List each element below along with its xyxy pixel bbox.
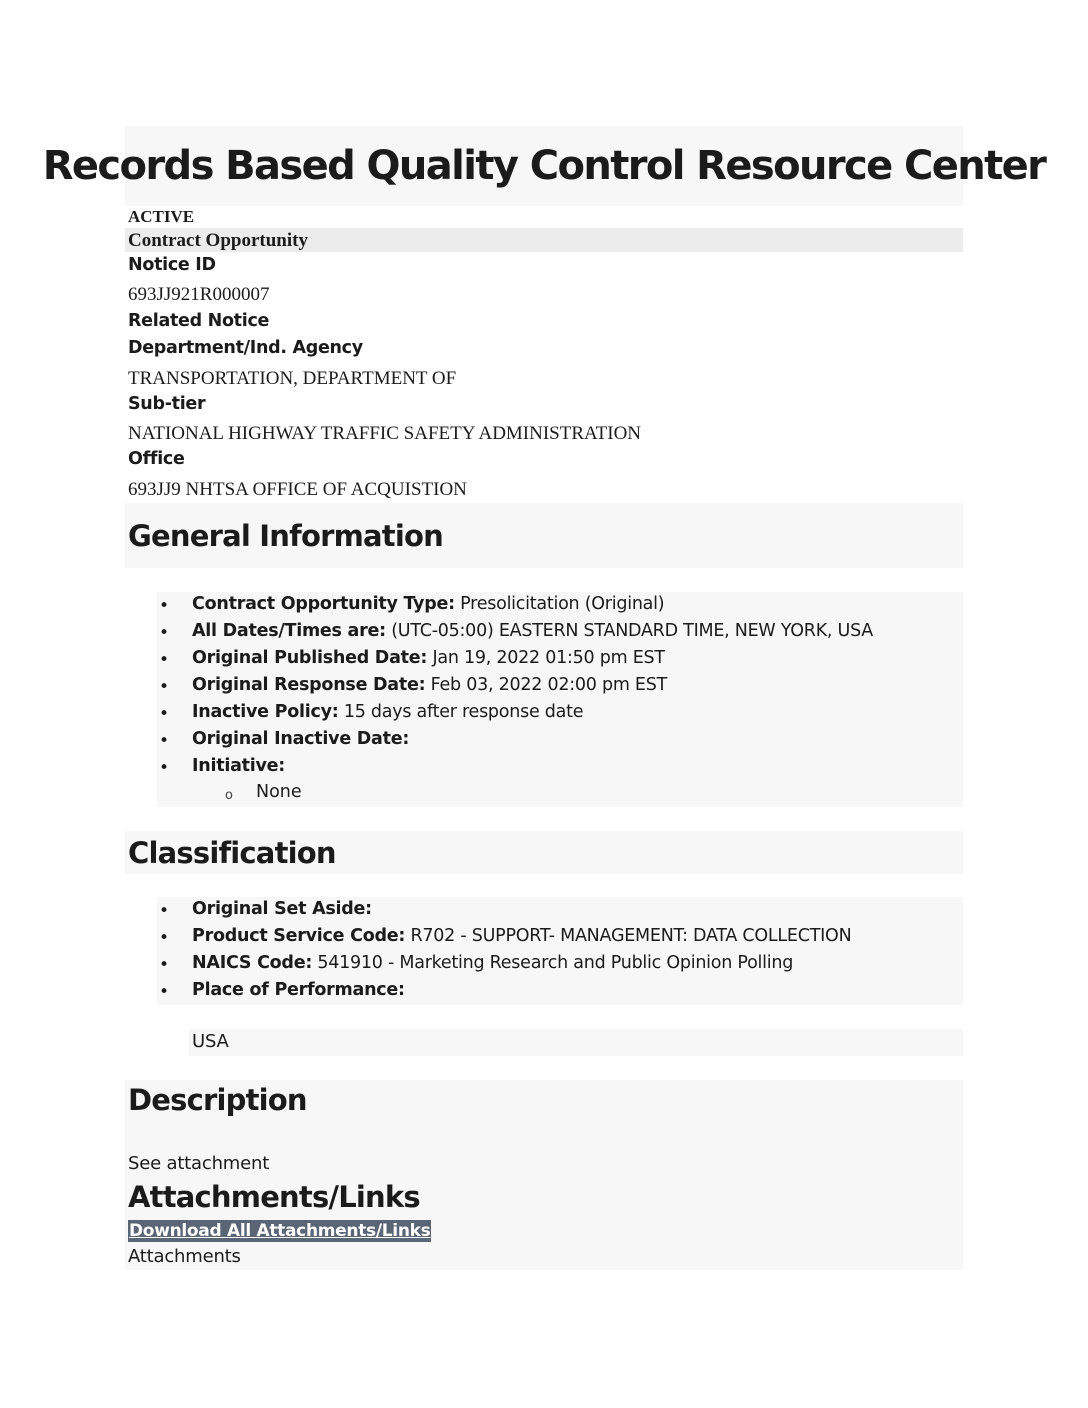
page-title: Records Based Quality Control Resource Center <box>42 143 1046 189</box>
download-all-attachments-link[interactable]: Download All Attachments/Links <box>129 1221 431 1241</box>
attachments-heading: Attachments/Links <box>128 1180 420 1214</box>
related-notice-label: Related Notice <box>128 311 270 331</box>
description-text: See attachment <box>128 1153 270 1174</box>
title-banner <box>42 126 1046 206</box>
office-value: 693JJ9 NHTSA OFFICE OF ACQUISTION <box>128 479 467 500</box>
department-label: Department/Ind. Agency <box>128 338 363 358</box>
sub-bullet-icon: o <box>225 788 233 803</box>
office-label: Office <box>128 449 185 469</box>
description-heading: Description <box>128 1083 307 1117</box>
attachments-label: Attachments <box>128 1246 241 1267</box>
classification-heading: Classification <box>128 835 336 870</box>
classification-section-header <box>125 831 963 874</box>
notice-id-value: 693JJ921R000007 <box>128 284 270 305</box>
place-of-performance-value: USA <box>192 1031 229 1052</box>
general-info-section-header <box>125 503 963 568</box>
notice-id-label: Notice ID <box>128 255 216 275</box>
notice-type-bar: Contract Opportunity <box>125 228 963 252</box>
subtier-label: Sub-tier <box>128 394 206 414</box>
status-badge: ACTIVE <box>128 207 195 226</box>
department-value: TRANSPORTATION, DEPARTMENT OF <box>128 368 457 389</box>
initiative-value: None <box>256 782 302 802</box>
classification-list: • Original Set Aside: • Product Service Code: R702 - SUPPORT- MANAGEMENT: DATA COLLECTION • NAICS Code: 541910 - Marketing Research and Public Opinion Polling • Place of Performance: <box>157 897 963 1005</box>
general-info-list: • Contract Opportunity Type: Presolicitation (Original) • All Dates/Times are: (UTC-05:00) EASTERN STANDARD TIME, NEW YORK, USA • Original Published Date: Jan 19, 2022 01:50 pm EST • Original Response Date: Feb 03, 2022 02:00 pm EST • Inactive Policy: 15 days after response date • Original Inactive Date: • Initiative: o None <box>157 592 963 807</box>
general-info-heading: General Information <box>128 518 443 553</box>
subtier-value: NATIONAL HIGHWAY TRAFFIC SAFETY ADMINISTRATION <box>128 423 642 444</box>
place-of-performance-box <box>189 1029 963 1056</box>
